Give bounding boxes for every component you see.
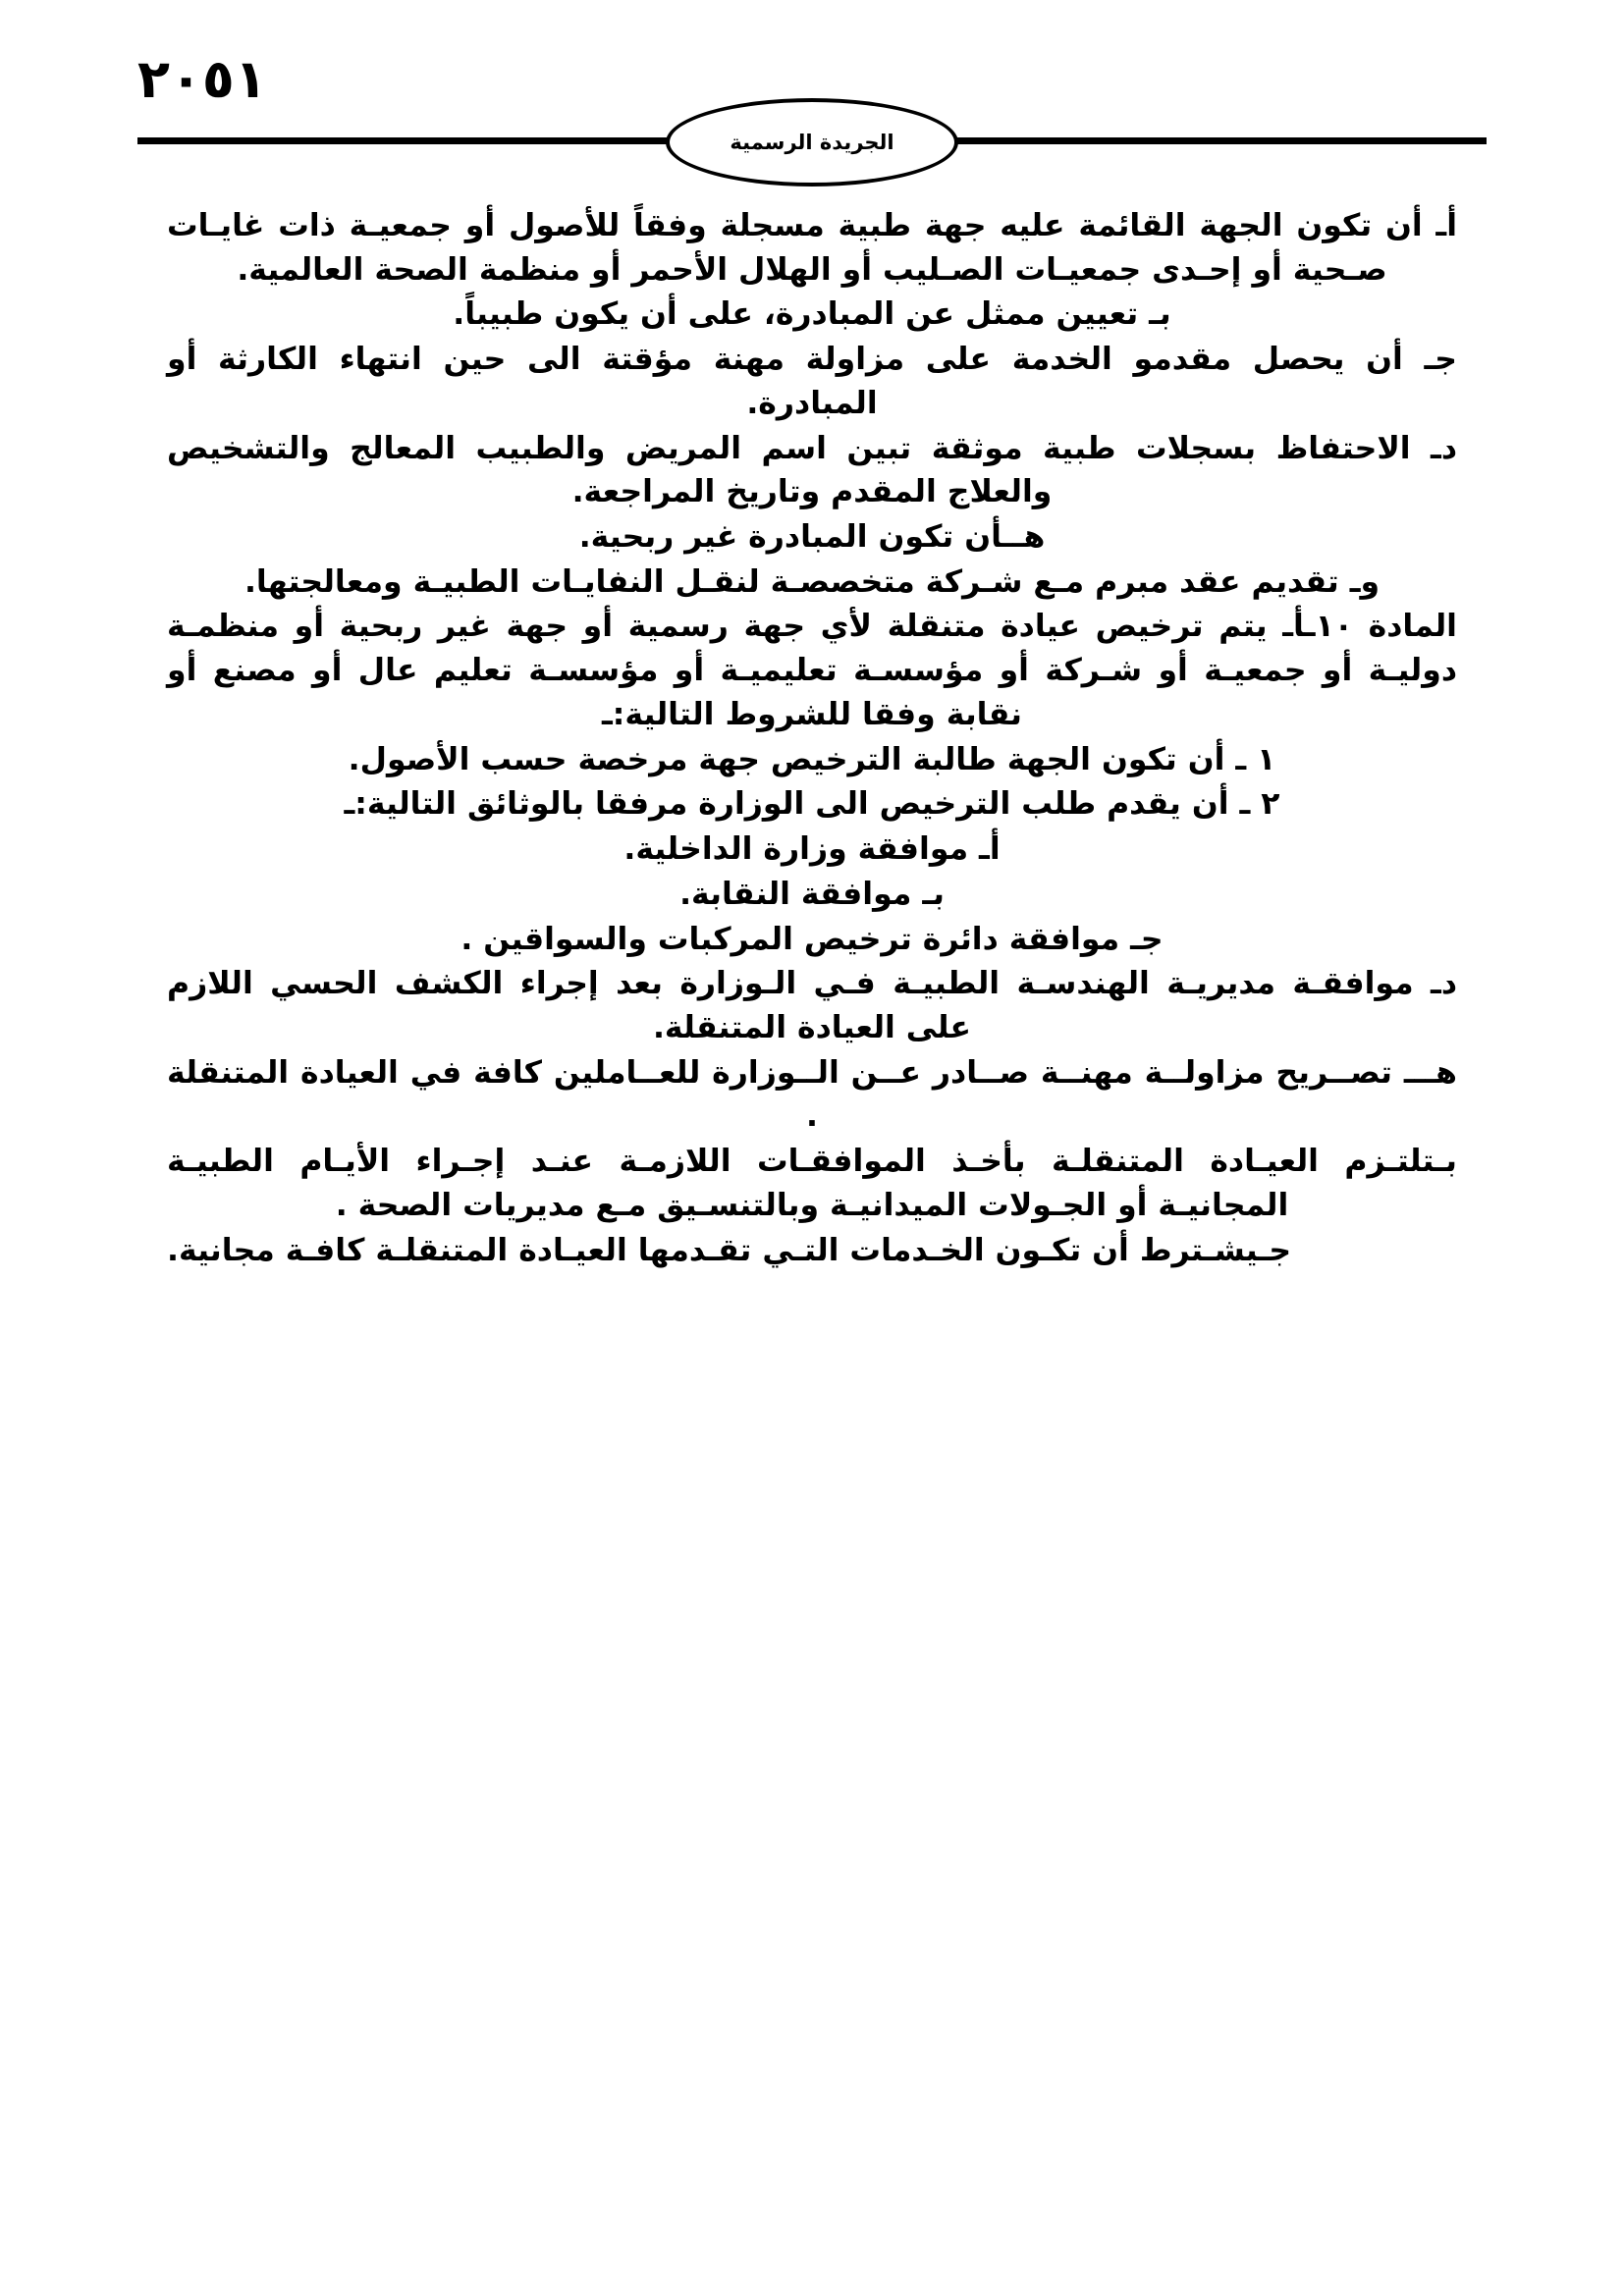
paragraph-item-d: دـ الاحتفاظ بسجلات طبية موثقة تبين اسم المريض والطبيب المعالج والتشخيص والعلاج المقدم وتاريخ المراجعة. <box>167 430 1457 510</box>
paragraph-doc-j: جـ موافقة دائرة ترخيص المركبات والسواقين . <box>460 921 1164 957</box>
page-number: ٢٠٥١ <box>137 48 267 110</box>
paragraph-doc-b: بـ موافقة النقابة. <box>679 876 945 912</box>
gazette-badge <box>666 98 958 187</box>
paragraph-cond-2: ٢ ـ أن يقدم طلب الترخيص الى الوزارة مرفقا بالوثائق التالية:ـ <box>344 786 1280 823</box>
paragraph-doc-a: أـ موافقة وزارة الداخلية. <box>623 831 1001 868</box>
paragraph-item-a: أـ أن تكون الجهة القائمة عليه جهة طبية مسجلة وفقاً للأصول أو جمعيـة ذات غايـات صـحية أو إحـدى جمعيـات الصـليب أو الهلال الأحمر أو منظمة الصحة العالمية. <box>167 208 1457 288</box>
paragraph-item-w: وـ تقديم عقد مبرم مـع شـركة متخصصـة لنقـل النفايـات الطبيـة ومعالجتها. <box>244 563 1380 600</box>
paragraph-item-b: بـ تعيين ممثل عن المبادرة، على أن يكون طبيباً. <box>453 296 1171 333</box>
page-header <box>137 0 1487 154</box>
paragraph-item-h: هــأن تكون المبادرة غير ربحية. <box>578 519 1046 556</box>
paragraph-item-b2: بـتلتـزم العيـادة المتنقلـة بأخـذ الموافقـات اللازمـة عنـد إجـراء الأيـام الطبيـة المجانيـة أو الجـولات الميدانيـة وبالتنسـيق مـع مديريات الصحة . <box>167 1144 1457 1223</box>
paragraph-doc-d: دـ موافقـة مديريـة الهندسـة الطبيـة فـي الـوزارة بعد إجراء الكشف الحسي اللازم على العيادة المتنقلة. <box>167 966 1457 1045</box>
paragraph-item-j: جـ أن يحصل مقدمو الخدمة على مزاولة مهنة مؤقتة الى حين انتهاء الكارثة أو المبادرة. <box>167 342 1457 421</box>
paragraph-article-10: المادة ١٠ـأـ يتم ترخيص عيادة متنقلة لأي جهة رسمية أو جهة غير ربحية أو منظمـة دوليـة أو جمعيـة أو شـركة أو مؤسسـة تعليميـة أو مؤسسـة تعليم عال أو مصنع أو نقابة وفقا للشروط التالية:ـ <box>167 609 1457 732</box>
paragraph-item-j2: جـيشـترط أن تكـون الخـدمات التـي تقـدمها العيـادة المتنقلـة كافـة مجانية. <box>167 1232 1292 1268</box>
paragraph-doc-h: هـــ تصــريح مزاولــة مهنــة صــادر عــن الــوزارة للعــاملين كافة في العيادة المتنقلة . <box>167 1054 1457 1135</box>
paragraph-cond-1: ١ ـ أن تكون الجهة طالبة الترخيص جهة مرخصة حسب الأصول. <box>348 741 1276 777</box>
gazette-badge-label: الجريدة الرسمية <box>730 130 894 154</box>
document-body <box>167 204 1457 1272</box>
